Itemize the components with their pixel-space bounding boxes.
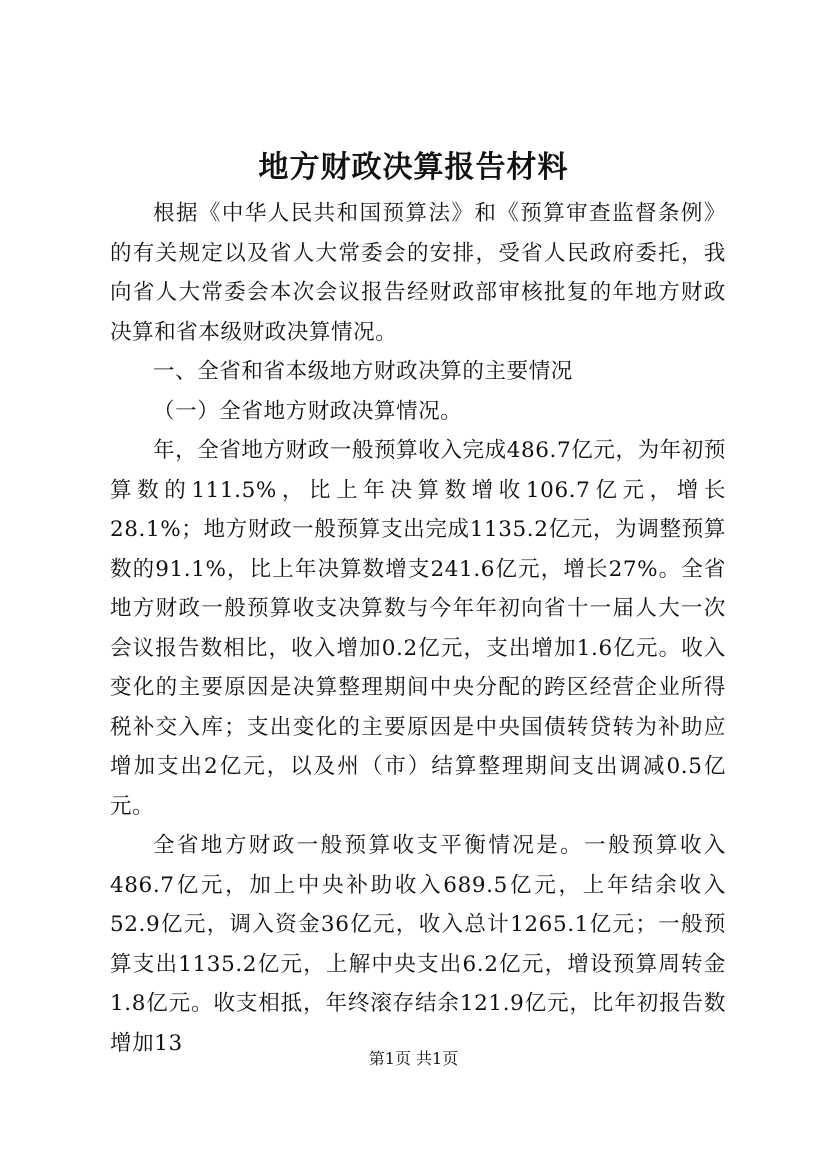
paragraph-balance: 全省地方财政一般预算收支平衡情况是。一般预算收入486.7亿元，加上中央补助收入689.5亿元，上年结余收入52.9亿元，调入资金36亿元，收入总计1265.1亿元；一般预算支出1135.2亿元，上解中央支出6.2亿元，增设预算周转金1.8亿元。收支相抵，年终滚存结余121.9亿元，比年初报告数增加13 — [110, 833, 726, 1056]
section-heading-1: 一、全省和省本级地方财政决算的主要情况 — [153, 359, 573, 384]
page-number-footer: 第1页 共1页 — [368, 1049, 459, 1068]
paragraph-intro: 根据《中华人民共和国预算法》和《预算审查监督条例》的有关规定以及省人大常委会的安排，受省人民政府委托，我向省人大常委会本次会议报告经财政部审核批复的年地方财政决算和省本级财政决算情况。 — [110, 201, 726, 345]
subsection-heading-1: （一）全省地方财政决算情况。 — [153, 398, 463, 424]
paragraph-revenue-expenditure: 年，全省地方财政一般预算收入完成486.7亿元，为年初预算数的111.5%，比上年决算数增收106.7亿元，增长28.1%；地方财政一般预算支出完成1135.2亿元，为调整预算数的91.1%，比上年决算数增支241.6亿元，增长27%。全省地方财政一般预算收支决算数与今年年初向省十一届人大一次会议报告数相比，收入增加0.2亿元，支出增加1.6亿元。收入变化的主要原因是决算整理期间中央分配的跨区经营企业所得税补交入库；支出变化的主要原因是中央国债转贷转为补助应增加支出2亿元，以及州（市）结算整理期间支出调减0.5亿元。 — [110, 438, 726, 819]
document-title: 地方财政决算报告材料 — [258, 150, 569, 185]
document-body — [110, 194, 726, 1063]
